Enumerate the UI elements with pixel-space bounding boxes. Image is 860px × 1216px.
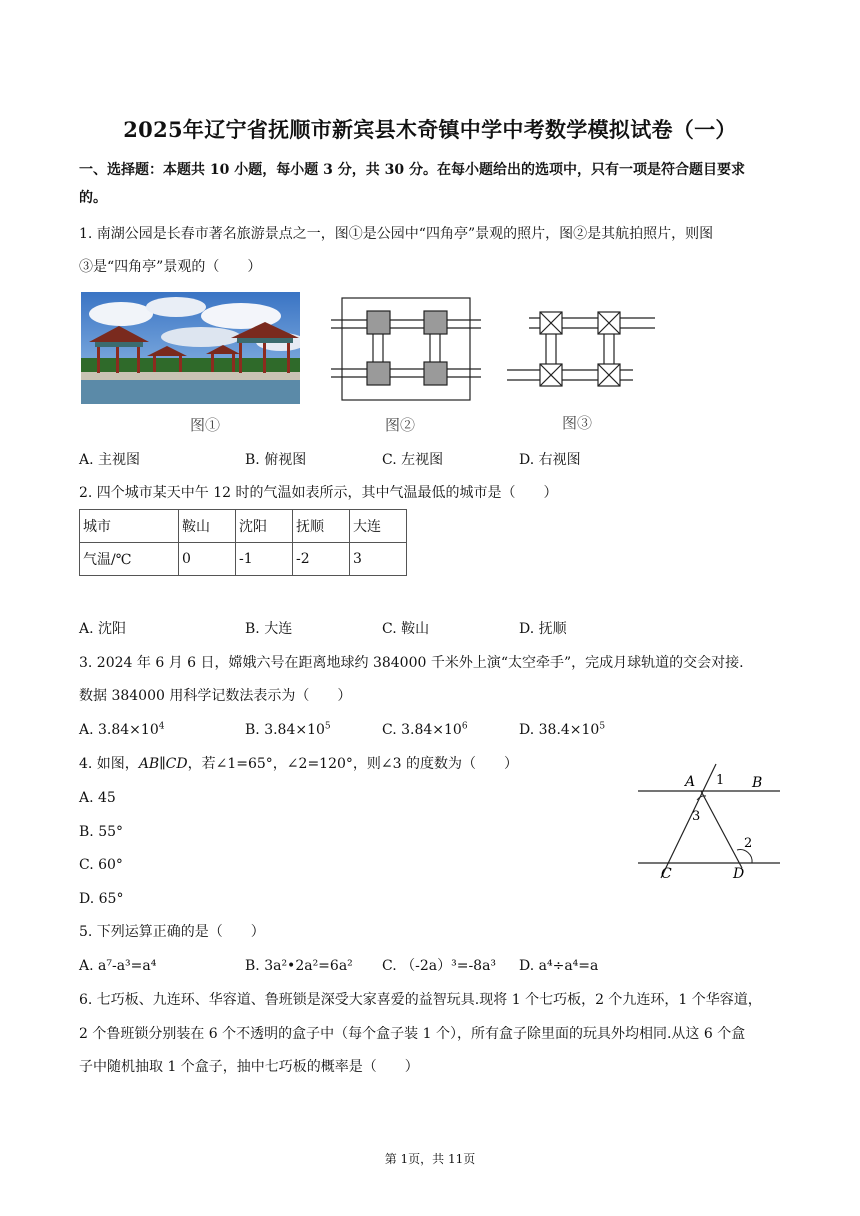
- q4-option-c: C. 60°: [79, 857, 123, 873]
- table-cell: -1: [236, 543, 293, 576]
- figure-3-view: [507, 300, 657, 400]
- caption-fig2: 图②: [385, 416, 416, 434]
- q1-option-c: C. 左视图: [382, 452, 444, 468]
- q2-option-c: C. 鞍山: [382, 621, 430, 637]
- section-heading-line1: 一、选择题：本题共 10 小题，每小题 3 分，共 30 分。在每小题给出的选项中，只有一项是符合题目要求: [79, 162, 745, 178]
- q3-option-b: B. $3.84\times 10^5$: [245, 721, 331, 738]
- q6-stem-line3: 子中随机抽取 1 个盒子，抽中七巧板的概率是（ ）: [79, 1059, 419, 1075]
- q6-stem-line2: 2 个鲁班锁分别装在 6 个不透明的盒子中（每个盒子装 1 个），所有盒子除里面的玩具外均相同.从这 6 个盒: [79, 1026, 746, 1042]
- figure-2-aerial: [331, 292, 481, 408]
- caption-fig3: 图③: [562, 414, 593, 432]
- parallel-lines-figure: [634, 760, 784, 889]
- q1-stem-line2: ③是“四角亭”景观的（ ）: [79, 259, 262, 275]
- table-row: [80, 543, 407, 576]
- section-heading-line2: 的。: [79, 190, 107, 206]
- label-angle-2: 2: [744, 836, 753, 851]
- table-cell: -2: [293, 543, 350, 576]
- q2-option-b: B. 大连: [245, 621, 293, 637]
- q2-option-a: A. 沈阳: [79, 621, 127, 637]
- q4-option-b: B. 55°: [79, 824, 124, 840]
- q2-option-d: D. 抚顺: [519, 621, 567, 637]
- q4-stem: 4. 如图，AB∥CD，若∠1=65°，∠2=120°，则∠3 的度数为（ ）: [79, 756, 518, 772]
- table-cell: 气温/℃: [80, 543, 179, 576]
- q4-option-d: D. 65°: [79, 891, 124, 907]
- caption-fig1: 图①: [190, 416, 221, 434]
- table-row: [80, 510, 407, 543]
- pavilion-photo: [81, 292, 300, 404]
- label-angle-3: 3: [692, 809, 701, 824]
- q5-option-d: D. a⁴÷a⁴=a: [519, 958, 599, 974]
- q5-option-c: C. （-2a）³=-8a³: [382, 958, 497, 974]
- q5-stem: 5. 下列运算正确的是（ ）: [79, 924, 265, 940]
- page-footer: 第 1页，共 11页: [384, 1152, 476, 1166]
- q4-option-a: A. 45: [79, 790, 116, 806]
- q1-option-b: B. 俯视图: [245, 452, 307, 468]
- q3-option-a: A. $3.84\times 10^4$: [79, 721, 165, 738]
- q1-option-a: A. 主视图: [79, 452, 141, 468]
- q2-stem: 2. 四个城市某天中午 12 时的气温如表所示，其中气温最低的城市是（ ）: [79, 485, 558, 501]
- table-cell: 大连: [350, 510, 407, 543]
- q1-stem-line1: 1. 南湖公园是长春市著名旅游景点之一，图①是公园中“四角亭”景观的照片，图②是其航拍照片，则图: [79, 226, 714, 242]
- q5-option-a: A. a⁷-a³=a⁴: [79, 958, 157, 974]
- table-cell: 城市: [80, 510, 179, 543]
- q5-option-b: B. 3a²•2a²=6a²: [245, 958, 353, 974]
- label-point-c: C: [661, 866, 672, 882]
- label-point-b: B: [752, 775, 763, 791]
- table-cell: 3: [350, 543, 407, 576]
- temperature-table: [79, 509, 407, 576]
- label-angle-1: 1: [716, 773, 725, 788]
- table-cell: 抚顺: [293, 510, 350, 543]
- q3-option-c: C. $3.84\times 10^6$: [382, 721, 468, 738]
- q1-option-d: D. 右视图: [519, 452, 581, 468]
- label-point-d: D: [733, 866, 745, 882]
- table-cell: 鞍山: [179, 510, 236, 543]
- q6-stem-line1: 6. 七巧板、九连环、华容道、鲁班锁是深受大家喜爱的益智玩具.现将 1 个七巧板，2 个九连环，1 个华容道，: [79, 992, 762, 1008]
- q3-option-d: D. $38.4\times 10^5$: [519, 721, 606, 738]
- q3-stem-line1: 3. 2024 年 6 月 6 日，嫦娥六号在距离地球约 384000 千米外上演“太空牵手”，完成月球轨道的交会对接.: [79, 655, 744, 671]
- label-point-a: A: [685, 774, 696, 790]
- q3-stem-line2: 数据 384000 用科学记数法表示为（ ）: [79, 688, 352, 704]
- exam-title: 2025年辽宁省抚顺市新宾县木奇镇中学中考数学模拟试卷（一）: [123, 117, 737, 142]
- table-cell: 沈阳: [236, 510, 293, 543]
- table-cell: 0: [179, 543, 236, 576]
